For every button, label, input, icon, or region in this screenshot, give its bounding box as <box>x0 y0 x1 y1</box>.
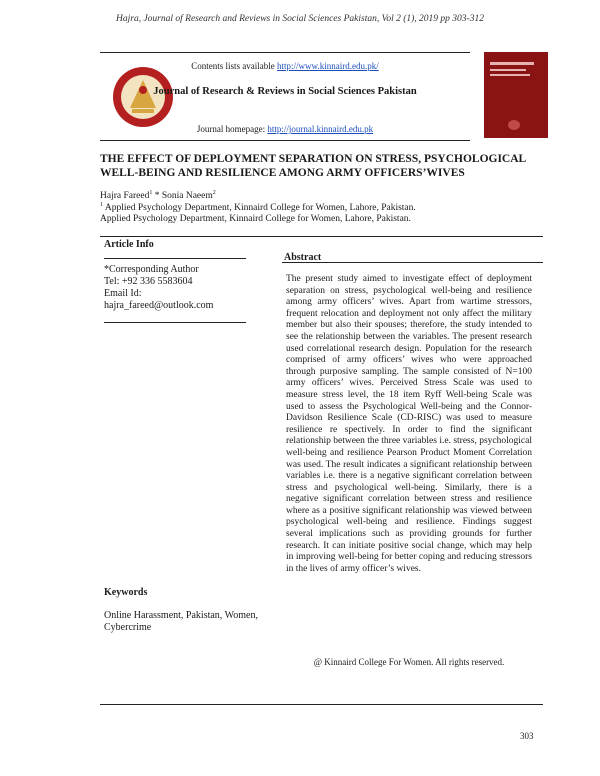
section-top-rule <box>100 236 543 237</box>
abstract-heading: Abstract <box>284 252 322 263</box>
journal-cover-thumbnail <box>484 52 548 138</box>
article-info-heading: Article Info <box>104 239 154 250</box>
corresponding-author-block <box>104 264 254 312</box>
keywords-text: Online Harassment, Pakistan, Women, Cybercrime <box>104 610 258 633</box>
affiliation-1-text: Applied Psychology Department, Kinnaird College for Women, Lahore, Pakistan. <box>104 203 416 214</box>
article-info-rule <box>104 258 246 259</box>
author-2: * Sonia Naeem <box>154 191 213 202</box>
copyright-notice: @ Kinnaird College For Women. All rights reserved. <box>313 657 505 667</box>
author-line <box>100 190 216 201</box>
header-top-rule <box>100 52 470 53</box>
college-logo-icon <box>112 66 174 128</box>
corresponding-email-label: Email Id: <box>104 288 142 299</box>
contents-link[interactable]: http://www.kinnaird.edu.pk/ <box>277 61 379 71</box>
header-bottom-rule <box>100 140 470 141</box>
corresponding-tel: Tel: +92 336 5583604 <box>104 276 193 287</box>
author-2-sup: 2 <box>212 190 216 196</box>
journal-homepage <box>100 124 470 134</box>
affiliation-2: Applied Psychology Department, Kinnaird College for Women, Lahore, Pakistan. <box>100 214 411 224</box>
homepage-link[interactable]: http://journal.kinnaird.edu.pk <box>267 124 374 134</box>
journal-name: Journal of Research & Reviews in Social Sciences Pakistan <box>153 86 417 97</box>
contents-available <box>100 61 470 71</box>
section-bottom-rule <box>100 704 543 705</box>
affiliation-1-sup: 1 <box>100 202 103 208</box>
author-1: Hajra Fareed <box>100 191 150 202</box>
page-number: 303 <box>520 731 534 741</box>
homepage-prefix: Journal homepage: <box>196 124 266 134</box>
affiliation-1 <box>100 202 416 213</box>
abstract-text: The present study aimed to investigate effect of deployment separation on stress, psychological well-being and resilience among army officers’ wives. Apart from wartime stressors, frequent relocation and deployment not only affect the military member but also their spouses; therefore, the study intended to see the relationship between the variables. The present research used correlational research design. Population for the research comprised of army officers’ wives who were approached through purposive sampling. The sample consisted of N=100 army officers’ wives. Perceived Stress Scale was used to measure stress level, the 18 item Ryff Well-being Scale was used to assess the Psychological Well-being and the Connor-Davidson Resilience Scale (CD-RISC) was used to measure resilience re spectively. In order to find the significant relationship between the three variables i.e. stress, psychological well-being and resilience Pearson Product Moment Correlation was used. The result indicates a significant relationship between variables i.e. there is a negative significant correlation between stress and psychological well-being. Similarly, there is a negative significant correlation between stress and resilience where as a positive significant relationship was viewed between psychological well-being and resilience. Findings suggest several implications such as providing grounds for further research. It can initiate positive social change, which may help in improving well-being for better coping and reducing stressors in the lives of army officer’s wives. <box>286 274 532 574</box>
corresponding-label: *Corresponding Author <box>104 264 199 275</box>
corresponding-email[interactable]: hajra_fareed@outlook.com <box>104 300 214 311</box>
author-1-sup: 1 <box>149 190 153 196</box>
running-head: Hajra, Journal of Research and Reviews in Social Sciences Pakistan, Vol 2 (1), 2019 pp 303-312 <box>116 14 484 24</box>
corresponding-rule <box>104 322 246 323</box>
contents-prefix: Contents lists available <box>191 61 275 71</box>
paper-title: THE EFFECT OF DEPLOYMENT SEPARATION ON STRESS, PSYCHOLOGICAL WELL-BEING AND RESILIENCE AMONG ARMY OFFICERS’WIVES <box>100 153 526 179</box>
keywords-heading: Keywords <box>104 587 148 598</box>
